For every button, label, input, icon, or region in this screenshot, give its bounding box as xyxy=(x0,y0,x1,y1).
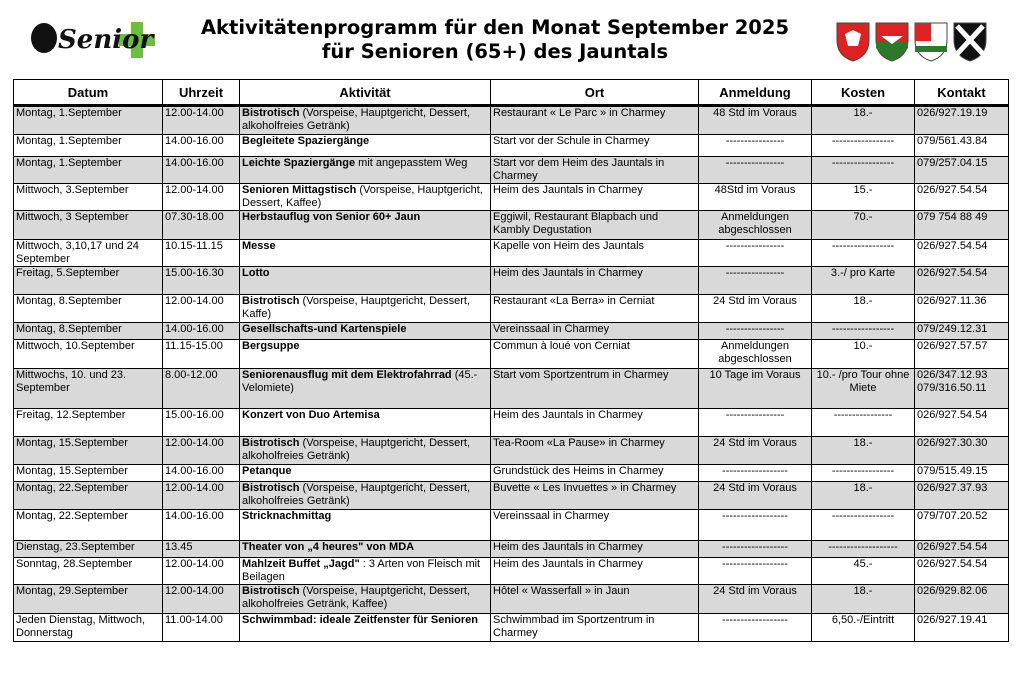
activity-detail: : 3 Arten von Fleisch mit Beilagen xyxy=(242,558,481,583)
cell-datum: Montag, 8.September xyxy=(14,295,163,323)
activity-name: Gesellschafts-und Kartenspiele xyxy=(242,323,407,335)
activity-detail: (Vorspeise, Hauptgericht, Dessert, alkoholfreies Getränk) xyxy=(242,437,471,462)
cell-datum: Freitag, 12.September xyxy=(14,409,163,437)
cell-kontakt: 026/347.12.93 079/316.50.11 xyxy=(915,369,1009,409)
cell-uhrzeit: 12.00-14.00 xyxy=(163,184,240,211)
cell-ort: Start vor dem Heim des Jauntals in Charmey xyxy=(491,157,699,184)
cell-aktivitaet xyxy=(240,211,491,240)
cell-uhrzeit: 12.00-14.00 xyxy=(163,437,240,465)
cell-anmeldung: ------------------ xyxy=(699,558,812,585)
cell-kontakt: 026/927.54.54 xyxy=(915,267,1009,295)
activity-name: Bistrotisch xyxy=(242,437,300,449)
cell-datum: Mittwoch, 3.September xyxy=(14,184,163,211)
cell-datum: Mittwochs, 10. und 23. September xyxy=(14,369,163,409)
cell-kontakt: 079/257.04.15 xyxy=(915,157,1009,184)
cell-anmeldung: 24 Std im Voraus xyxy=(699,295,812,323)
cell-datum: Mittwoch, 3 September xyxy=(14,211,163,240)
header-uhrzeit: Uhrzeit xyxy=(163,80,240,106)
cell-kontakt: 079 754 88 49 xyxy=(915,211,1009,240)
table-header-row xyxy=(14,80,1009,106)
cell-kontakt: 079/561.43.84 xyxy=(915,135,1009,157)
activity-name: Petanque xyxy=(242,465,292,477)
cell-anmeldung: 24 Std im Voraus xyxy=(699,437,812,465)
table-row xyxy=(14,585,1009,614)
cell-anmeldung: ------------------ xyxy=(699,465,812,482)
cell-aktivitaet xyxy=(240,340,491,369)
cell-aktivitaet xyxy=(240,614,491,642)
cell-ort: Kapelle von Heim des Jauntals xyxy=(491,240,699,267)
cell-ort: Heim des Jauntals in Charmey xyxy=(491,267,699,295)
cell-ort: Restaurant « Le Parc » in Charmey xyxy=(491,106,699,135)
activity-name: Stricknachmittag xyxy=(242,510,332,522)
activity-table xyxy=(13,79,1009,642)
cell-ort: Tea-Room «La Pause» in Charmey xyxy=(491,437,699,465)
cell-kontakt: 079/515.49.15 xyxy=(915,465,1009,482)
activity-name: Seniorenausflug mit dem Elektrofahrrad xyxy=(242,369,452,381)
cell-uhrzeit: 11.00-14.00 xyxy=(163,614,240,642)
activity-detail: (Vorspeise, Hauptgericht, Dessert, alkoholfreies Getränk) xyxy=(242,107,471,132)
cell-aktivitaet xyxy=(240,184,491,211)
cell-kosten: ----------------- xyxy=(812,157,915,184)
cell-ort: Eggiwil, Restaurant Blapbach und Kambly Degustation xyxy=(491,211,699,240)
activity-detail: (Vorspeise, Hauptgericht, Dessert, alkoholfreies Getränk, Kaffee) xyxy=(242,585,471,610)
cell-kosten: 10.- xyxy=(812,340,915,369)
table-row xyxy=(14,267,1009,295)
cell-ort: Vereinssaal in Charmey xyxy=(491,323,699,340)
activity-detail: (Vorspeise, Hauptgericht, Dessert, Kaffe) xyxy=(242,295,471,320)
cell-kontakt: 026/927.30.30 xyxy=(915,437,1009,465)
cell-kosten: ------------------- xyxy=(812,541,915,558)
cell-anmeldung: ---------------- xyxy=(699,323,812,340)
cell-ort: Start vom Sportzentrum in Charmey xyxy=(491,369,699,409)
table-row xyxy=(14,135,1009,157)
cell-aktivitaet xyxy=(240,510,491,541)
cell-aktivitaet xyxy=(240,437,491,465)
table-row xyxy=(14,340,1009,369)
table-row xyxy=(14,558,1009,585)
cell-uhrzeit: 12.00-14.00 xyxy=(163,558,240,585)
cell-datum: Montag, 15.September xyxy=(14,465,163,482)
cell-kosten: ----------------- xyxy=(812,323,915,340)
cell-kontakt: 026/927.54.54 xyxy=(915,409,1009,437)
header-kosten: Kosten xyxy=(812,80,915,106)
cell-kosten: 18.- xyxy=(812,482,915,510)
activity-name: Leichte Spaziergänge xyxy=(242,157,356,169)
activity-name: Bistrotisch xyxy=(242,482,300,494)
cell-anmeldung: ---------------- xyxy=(699,240,812,267)
cell-kosten: 15.- xyxy=(812,184,915,211)
activity-name: Konzert von Duo Artemisa xyxy=(242,409,380,421)
header-ort: Ort xyxy=(491,80,699,106)
cell-kosten: ---------------- xyxy=(812,409,915,437)
cell-anmeldung: ---------------- xyxy=(699,267,812,295)
cell-ort: Heim des Jauntals in Charmey xyxy=(491,558,699,585)
cell-anmeldung: ---------------- xyxy=(699,157,812,184)
table-row xyxy=(14,295,1009,323)
table-row xyxy=(14,614,1009,642)
cell-kontakt: 026/927.54.54 xyxy=(915,240,1009,267)
cell-uhrzeit: 12.00-14.00 xyxy=(163,295,240,323)
cell-uhrzeit: 14.00-16.00 xyxy=(163,323,240,340)
cell-datum: Montag, 15.September xyxy=(14,437,163,465)
table-row xyxy=(14,323,1009,340)
table-row xyxy=(14,510,1009,541)
crest-3-icon xyxy=(914,22,948,62)
cell-aktivitaet xyxy=(240,157,491,184)
header-anmeldung: Anmeldung xyxy=(699,80,812,106)
cell-kontakt: 079/249.12.31 xyxy=(915,323,1009,340)
cell-ort: Commun à loué von Cerniat xyxy=(491,340,699,369)
cell-kosten: 18.- xyxy=(812,437,915,465)
cell-aktivitaet xyxy=(240,465,491,482)
cell-anmeldung: ---------------- xyxy=(699,409,812,437)
cell-kosten: 18.- xyxy=(812,295,915,323)
cell-datum: Montag, 22.September xyxy=(14,510,163,541)
header-aktivitaet: Aktivität xyxy=(240,80,491,106)
cell-kontakt: 026/927.19.19 xyxy=(915,106,1009,135)
title-line-1: Aktivitätenprogramm für den Monat September 2025 xyxy=(200,16,790,39)
cell-anmeldung: ---------------- xyxy=(699,135,812,157)
cell-kontakt: 026/927.54.54 xyxy=(915,541,1009,558)
cell-ort: Schwimmbad im Sportzentrum in Charmey xyxy=(491,614,699,642)
activity-name: Schwimmbad: ideale Zeitfenster für Senioren xyxy=(242,614,478,626)
cell-anmeldung: 24 Std im Voraus xyxy=(699,482,812,510)
cell-anmeldung: 10 Tage im Voraus xyxy=(699,369,812,409)
cell-aktivitaet xyxy=(240,541,491,558)
activity-name: Begleitete Spaziergänge xyxy=(242,135,370,147)
cell-uhrzeit: 12.00-14.00 xyxy=(163,106,240,135)
cell-anmeldung: 24 Std im Voraus xyxy=(699,585,812,614)
cell-kosten: ----------------- xyxy=(812,135,915,157)
cell-uhrzeit: 10.15-11.15 xyxy=(163,240,240,267)
municipality-crests xyxy=(836,22,988,62)
cell-aktivitaet xyxy=(240,240,491,267)
title-line-2: für Senioren (65+) des Jauntals xyxy=(321,40,669,63)
cell-ort: Vereinssaal in Charmey xyxy=(491,510,699,541)
cell-aktivitaet xyxy=(240,482,491,510)
cell-aktivitaet xyxy=(240,267,491,295)
cell-aktivitaet xyxy=(240,409,491,437)
cell-datum: Sonntag, 28.September xyxy=(14,558,163,585)
cell-datum: Montag, 1.September xyxy=(14,135,163,157)
cell-uhrzeit: 11.15-15.00 xyxy=(163,340,240,369)
crest-4-icon xyxy=(953,22,987,62)
table-row xyxy=(14,157,1009,184)
cell-uhrzeit: 15.00-16.30 xyxy=(163,267,240,295)
cell-anmeldung: ------------------ xyxy=(699,614,812,642)
cell-anmeldung: Anmeldungen abgeschlossen xyxy=(699,211,812,240)
table-row xyxy=(14,369,1009,409)
crest-1-icon xyxy=(836,22,870,62)
cell-aktivitaet xyxy=(240,323,491,340)
cell-kosten: 45.- xyxy=(812,558,915,585)
activity-detail: (45.- Velomiete) xyxy=(242,369,478,394)
cell-kontakt: 026/927.37.93 xyxy=(915,482,1009,510)
cell-anmeldung: 48Std im Voraus xyxy=(699,184,812,211)
activity-name: Senioren Mittagstisch xyxy=(242,184,357,196)
cell-ort: Restaurant «La Berra» in Cerniat xyxy=(491,295,699,323)
activity-name: Bistrotisch xyxy=(242,295,300,307)
cell-kontakt: 026/927.57.57 xyxy=(915,340,1009,369)
activity-detail: (Vorspeise, Hauptgericht, Dessert, alkoholfreies Getränk) xyxy=(242,482,471,507)
cell-ort: Heim des Jauntals in Charmey xyxy=(491,184,699,211)
cell-uhrzeit: 15.00-16.00 xyxy=(163,409,240,437)
table-row xyxy=(14,409,1009,437)
cell-datum: Montag, 8.September xyxy=(14,323,163,340)
cell-uhrzeit: 14.00-16.00 xyxy=(163,157,240,184)
cell-datum: Montag, 29.September xyxy=(14,585,163,614)
table-row xyxy=(14,106,1009,135)
table-row xyxy=(14,240,1009,267)
cell-uhrzeit: 14.00-16.00 xyxy=(163,465,240,482)
page-header xyxy=(0,0,1024,80)
header-kontakt: Kontakt xyxy=(915,80,1009,106)
cell-ort: Heim des Jauntals in Charmey xyxy=(491,409,699,437)
table-row xyxy=(14,437,1009,465)
cell-ort: Buvette « Les Invuettes » in Charmey xyxy=(491,482,699,510)
cell-uhrzeit: 13.45 xyxy=(163,541,240,558)
table-row xyxy=(14,541,1009,558)
cell-kontakt: 026/927.54.54 xyxy=(915,558,1009,585)
header-datum: Datum xyxy=(14,80,163,106)
activity-name: Messe xyxy=(242,240,276,252)
activity-name: Theater von „4 heures" von MDA xyxy=(242,541,415,553)
cell-kosten: 10.- /pro Tour ohne Miete xyxy=(812,369,915,409)
activity-name: Lotto xyxy=(242,267,270,279)
cell-kosten: 3.-/ pro Karte xyxy=(812,267,915,295)
cell-uhrzeit: 8.00-12.00 xyxy=(163,369,240,409)
activity-name: Mahlzeit Buffet „Jagd" xyxy=(242,558,360,570)
cell-aktivitaet xyxy=(240,295,491,323)
cell-uhrzeit: 14.00-16.00 xyxy=(163,510,240,541)
table-row xyxy=(14,184,1009,211)
cell-aktivitaet xyxy=(240,369,491,409)
cell-uhrzeit: 12.00-14.00 xyxy=(163,482,240,510)
cell-kosten: ----------------- xyxy=(812,465,915,482)
cell-datum: Freitag, 5.September xyxy=(14,267,163,295)
cell-kosten: 70.- xyxy=(812,211,915,240)
activity-detail: (Vorspeise, Hauptgericht, Dessert, Kaffee) xyxy=(242,184,483,209)
cell-ort: Grundstück des Heims in Charmey xyxy=(491,465,699,482)
cell-aktivitaet xyxy=(240,106,491,135)
cell-anmeldung: ------------------ xyxy=(699,510,812,541)
cell-datum: Montag, 1.September xyxy=(14,157,163,184)
page-title xyxy=(175,16,815,64)
cell-uhrzeit: 12.00-14.00 xyxy=(163,585,240,614)
senior-plus-logo xyxy=(28,14,164,66)
activity-name: Bistrotisch xyxy=(242,107,300,119)
cell-kosten: ----------------- xyxy=(812,510,915,541)
cell-uhrzeit: 14.00-16.00 xyxy=(163,135,240,157)
cell-uhrzeit: 07.30-18.00 xyxy=(163,211,240,240)
cell-kosten: 6,50.-/Eintritt xyxy=(812,614,915,642)
cell-aktivitaet xyxy=(240,135,491,157)
cell-kosten: 18.- xyxy=(812,585,915,614)
table-row xyxy=(14,482,1009,510)
cell-aktivitaet xyxy=(240,558,491,585)
cell-datum: Jeden Dienstag, Mittwoch, Donnerstag xyxy=(14,614,163,642)
cell-kosten: 18.- xyxy=(812,106,915,135)
cell-datum: Dienstag, 23.September xyxy=(14,541,163,558)
cell-kontakt: 026/927.54.54 xyxy=(915,184,1009,211)
cell-aktivitaet xyxy=(240,585,491,614)
cell-kosten: ----------------- xyxy=(812,240,915,267)
cell-datum: Montag, 22.September xyxy=(14,482,163,510)
crest-2-icon xyxy=(875,22,909,62)
cell-ort: Start vor der Schule in Charmey xyxy=(491,135,699,157)
cell-datum: Mittwoch, 3,10,17 und 24 September xyxy=(14,240,163,267)
table-row xyxy=(14,211,1009,240)
table-row xyxy=(14,465,1009,482)
activity-name: Herbstauflug von Senior 60+ Jaun xyxy=(242,211,421,223)
cell-kontakt: 026/929.82.06 xyxy=(915,585,1009,614)
cell-anmeldung: Anmeldungen abgeschlossen xyxy=(699,340,812,369)
cell-datum: Mittwoch, 10.September xyxy=(14,340,163,369)
activity-name: Bistrotisch xyxy=(242,585,300,597)
cell-datum: Montag, 1.September xyxy=(14,106,163,135)
cell-anmeldung: 48 Std im Voraus xyxy=(699,106,812,135)
cell-kontakt: 026/927.19.41 xyxy=(915,614,1009,642)
cell-kontakt: 079/707.20.52 xyxy=(915,510,1009,541)
cell-ort: Hôtel « Wasserfall » in Jaun xyxy=(491,585,699,614)
svg-text:Senior: Senior xyxy=(58,25,154,55)
cell-anmeldung: ------------------ xyxy=(699,541,812,558)
cell-ort: Heim des Jauntals in Charmey xyxy=(491,541,699,558)
cell-kontakt: 026/927.11.36 xyxy=(915,295,1009,323)
activity-detail: mit angepasstem Weg xyxy=(355,157,468,169)
activity-name: Bergsuppe xyxy=(242,340,300,352)
